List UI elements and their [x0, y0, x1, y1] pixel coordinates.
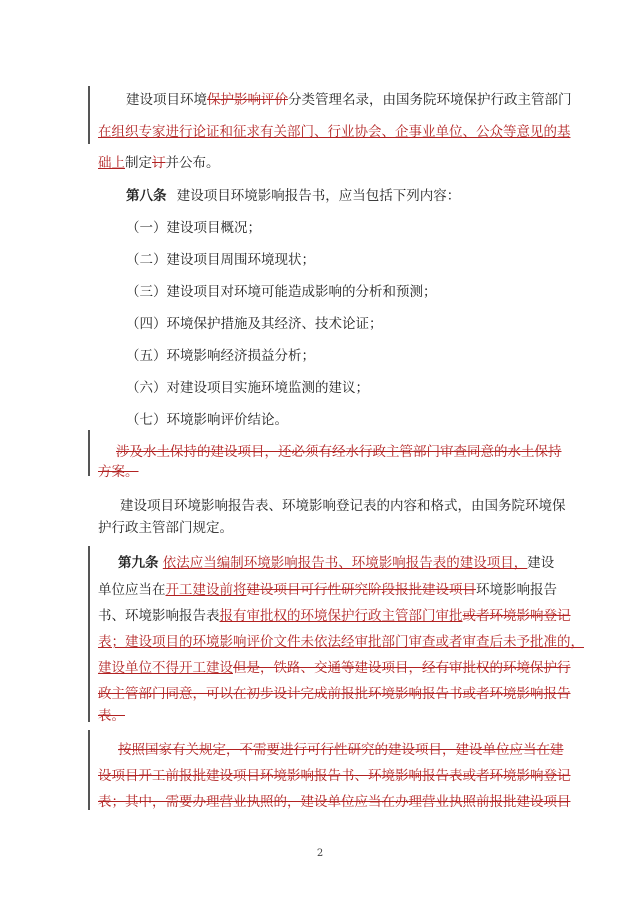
- article-9-line-5: [98, 658, 571, 678]
- article-8-item-6: （六）对建设项目实施环境监测的建议；: [126, 380, 369, 396]
- article-9-line-7: [98, 706, 568, 726]
- inserted-text: 在组织专家进行论证和征求有关部门、行业协会、企事业单位、公众等意见的基: [98, 124, 571, 140]
- text-run: 书、环境影响报告表: [98, 608, 220, 624]
- deleted-text: 表。: [98, 708, 125, 724]
- text-run: 环境影响报告: [476, 582, 557, 598]
- inserted-text: 础上: [98, 155, 125, 171]
- last-paragraph-line-1: 按照国家有关规定，不需要进行可行性研究的建设项目，建设单位应当在建: [118, 742, 564, 758]
- water-paragraph-line-2: 方案。: [98, 464, 139, 480]
- inserted-text: 表；建设项目的环境影响评价文件未依法经审批部门审查或者审查后未予批准的，: [98, 634, 584, 650]
- water-paragraph-line-1: 涉及水土保持的建设项目，还必须有经水行政主管部门审查同意的水土保持: [116, 444, 562, 460]
- inserted-text: 依法应当编制环境影响报告书、环境影响报告表的建设项目，: [162, 555, 528, 571]
- text-run: 建设项目环境: [126, 92, 207, 108]
- deleted-text: 建设项目可行性研究阶段报批建设项目: [246, 582, 476, 598]
- paragraph-1-line-2: [98, 122, 571, 142]
- bold-text: 第九条: [118, 555, 159, 571]
- text-run: 建设: [527, 555, 555, 571]
- article-9-line-2: [98, 580, 568, 600]
- inserted-text: 建设单位不得开工建设: [98, 660, 233, 676]
- deleted-text: 保护影响评价: [207, 92, 288, 108]
- article-8-item-3: （三）建设项目对环境可能造成影响的分析和预测；: [126, 284, 437, 300]
- article-9-line-4: [98, 632, 584, 652]
- article-9-line-3: [98, 606, 571, 626]
- article-8-heading: [126, 186, 596, 206]
- deleted-text: 但是，铁路、交通等建设项目，经有审批权的环境保护行: [233, 660, 571, 676]
- article-8-item-5: （五）环境影响经济损益分析；: [126, 348, 315, 364]
- page-number: 2: [316, 848, 324, 859]
- forms-paragraph-line-2: 护行政主管部门规定。: [98, 520, 233, 536]
- change-bar-last: [88, 730, 90, 810]
- paragraph-1-line-1: [126, 90, 596, 110]
- article-9-line-1: [118, 553, 588, 573]
- deleted-text: 或者环境影响登记: [462, 608, 571, 624]
- change-bar-p1: [88, 86, 90, 144]
- article-8-item-4: （四）环境保护措施及其经济、技术论证；: [126, 316, 383, 332]
- inserted-text: 开工建设前将: [165, 582, 247, 598]
- last-paragraph-line-2: 设项目开工前报批建设项目环境影响报告书、环境影响报告表或者环境影响登记: [98, 768, 571, 784]
- text-run: 并公布。: [165, 155, 220, 171]
- paragraph-1-line-3: [98, 153, 568, 173]
- text-run: 制定: [125, 155, 152, 171]
- article-8-item-2: （二）建设项目周围环境现状；: [126, 252, 315, 268]
- inserted-text: 报有审批权的环境保护行政主管部门审批: [219, 608, 463, 624]
- deleted-text: 政主管部门同意，可以在初步设计完成前报批环境影响报告书或者环境影响报告: [98, 686, 571, 702]
- last-paragraph-line-3: 表；其中，需要办理营业执照的，建设单位应当在办理营业执照前报批建设项目: [98, 794, 571, 810]
- article-8-text: 建设项目环境影响报告书，应当包括下列内容：: [176, 188, 461, 204]
- article-9-line-6: [98, 684, 571, 704]
- article-8-item-1: （一）建设项目概况；: [126, 220, 261, 236]
- deleted-text: 订: [152, 155, 166, 171]
- change-bar-water: [88, 430, 90, 476]
- text-run: 分类管理名录，由国务院环境保护行政主管部门: [288, 92, 572, 108]
- forms-paragraph-line-1: 建设项目环境影响报告表、环境影响登记表的内容和格式，由国务院环境保: [120, 498, 566, 514]
- article-8-title: 第八条: [126, 188, 167, 204]
- article-8-item-7: （七）环境影响评价结论。: [126, 412, 288, 428]
- change-bar-a9: [88, 546, 90, 722]
- text-run: 单位应当在: [98, 582, 166, 598]
